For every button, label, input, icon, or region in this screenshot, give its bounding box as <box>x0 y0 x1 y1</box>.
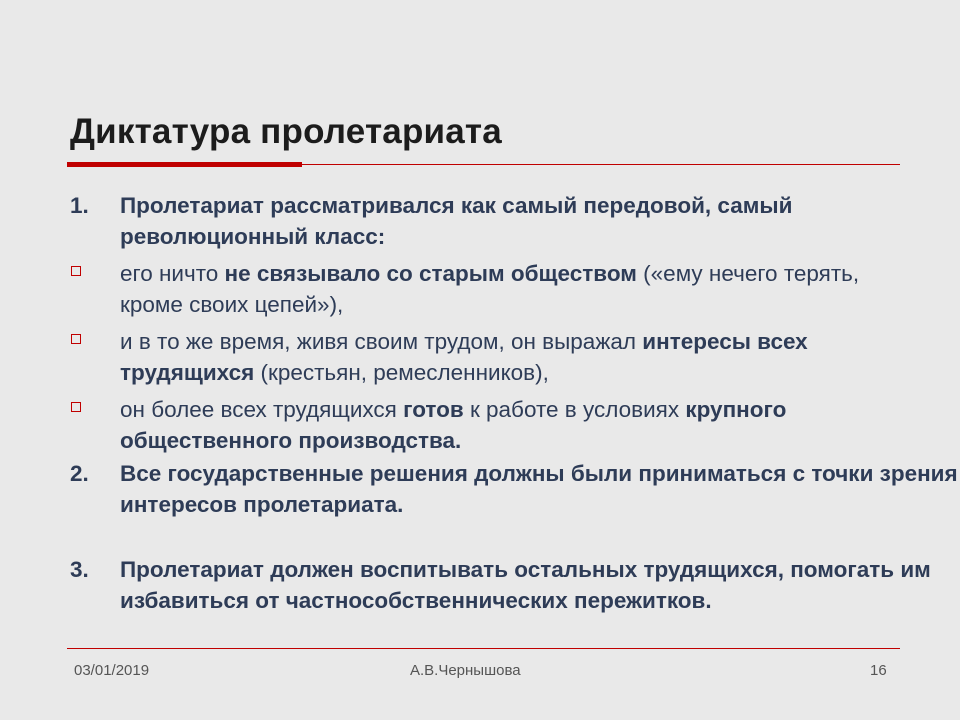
hollow-square-icon <box>71 266 81 276</box>
bullet-emphasis: не связывало со старым обществом <box>224 261 637 286</box>
point-2 <box>70 458 960 520</box>
point-1 <box>70 190 910 252</box>
slide-body <box>70 190 958 613</box>
hollow-square-icon <box>71 402 81 412</box>
point-text: Все государственные решения должны были приниматься с точки зрения интересов пролетариата. <box>120 461 958 517</box>
point-number: 2. <box>70 461 89 486</box>
footer-author: А.В.Чернышова <box>410 662 521 679</box>
bullet-item <box>70 326 910 388</box>
footer-date: 03/01/2019 <box>74 662 150 679</box>
bullet-text: (крестьян, ремесленников), <box>254 360 549 385</box>
point-3 <box>70 554 960 616</box>
footer-divider <box>67 648 900 649</box>
bullet-text: и в то же время, живя своим трудом, он выражал <box>120 329 643 354</box>
point-text: Пролетариат должен воспитывать остальных трудящихся, помогать им избавиться от частнособственнических пережитков. <box>120 557 931 613</box>
point-number: 1. <box>70 193 89 218</box>
bullet-item <box>70 394 910 456</box>
bullet-emphasis: крупного общественного производства. <box>120 397 787 453</box>
bullet-emphasis: готов <box>403 397 464 422</box>
bullet-text: к работе в условиях <box>463 397 686 422</box>
title-divider <box>67 164 900 165</box>
bullet-item <box>70 258 910 320</box>
page-number: 16 <box>870 662 887 679</box>
point-text: Пролетариат рассматривался как самый передовой, самый революционный класс: <box>120 193 793 249</box>
point-number: 3. <box>70 557 89 582</box>
bullet-emphasis: интересы всех трудящихся <box>120 329 808 385</box>
bullet-text: его ничто <box>120 261 225 286</box>
bullet-list <box>70 258 910 456</box>
bullet-text: он более всех трудящихся <box>120 397 404 422</box>
hollow-square-icon <box>71 334 81 344</box>
slide-title: Диктатура пролетариата <box>70 112 502 151</box>
bullet-text: («ему нечего терять, кроме своих цепей»), <box>120 261 860 317</box>
